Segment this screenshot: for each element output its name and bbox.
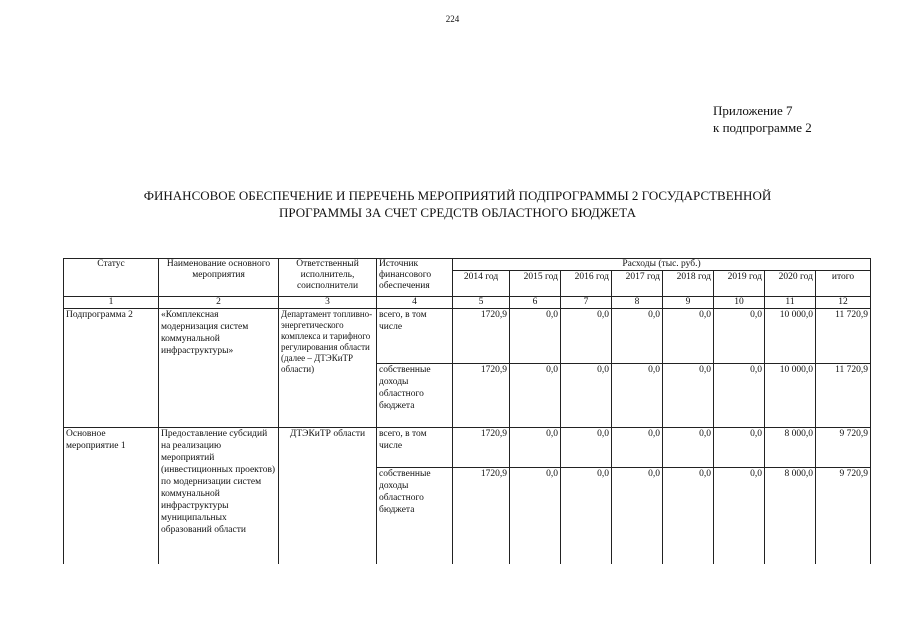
row-status: Подпрограмма 2: [64, 309, 159, 428]
row-status: Основное мероприятие 1: [64, 428, 159, 565]
value-cell: 0,0: [663, 468, 714, 565]
value-cell: 0,0: [510, 468, 561, 565]
value-cell: 10 000,0: [765, 309, 816, 364]
header-year: 2019 год: [714, 271, 765, 297]
header-executor: Ответственный исполнитель, соисполнители: [279, 259, 377, 297]
column-number: 2: [159, 297, 279, 309]
column-number: 5: [453, 297, 510, 309]
value-cell: 9 720,9: [816, 428, 871, 468]
value-cell: 0,0: [663, 364, 714, 428]
value-cell: 1720,9: [453, 309, 510, 364]
header-name: Наименование основного мероприятия: [159, 259, 279, 297]
row-name: «Комплексная модернизация систем коммунальной инфраструктуры»: [159, 309, 279, 428]
header-status: Статус: [64, 259, 159, 297]
value-cell: 1720,9: [453, 364, 510, 428]
column-number: 4: [377, 297, 453, 309]
row-source: собственные доходы областного бюджета: [377, 364, 453, 428]
value-cell: 0,0: [714, 309, 765, 364]
header-year: 2018 год: [663, 271, 714, 297]
table-row: [64, 309, 871, 364]
column-number-row: [64, 297, 871, 309]
value-cell: 9 720,9: [816, 468, 871, 565]
value-cell: 0,0: [561, 468, 612, 565]
value-cell: 10 000,0: [765, 364, 816, 428]
row-name: Предоставление субсидий на реализацию мероприятий (инвестиционных проектов) по модернизации систем коммунальной инфраструктуры муниципальных образований области: [159, 428, 279, 565]
column-number: 1: [64, 297, 159, 309]
value-cell: 0,0: [561, 364, 612, 428]
value-cell: 0,0: [663, 309, 714, 364]
document-title: [60, 187, 855, 221]
header-year: 2017 год: [612, 271, 663, 297]
row-executor: Департамент топливно-энергетического комплекса и тарифного регулирования области (далее – ДТЭКиТР области): [279, 309, 377, 428]
column-number: 9: [663, 297, 714, 309]
column-number: 12: [816, 297, 871, 309]
header-year: 2020 год: [765, 271, 816, 297]
value-cell: 0,0: [510, 364, 561, 428]
value-cell: 11 720,9: [816, 364, 871, 428]
appendix-line-1: Приложение 7: [713, 103, 793, 118]
header-total: итого: [816, 271, 871, 297]
column-number: 10: [714, 297, 765, 309]
value-cell: 8 000,0: [765, 428, 816, 468]
value-cell: 0,0: [612, 428, 663, 468]
value-cell: 0,0: [714, 468, 765, 565]
appendix-line-2: к подпрограмме 2: [713, 120, 812, 135]
value-cell: 8 000,0: [765, 468, 816, 565]
header-source: Источник финансового обеспечения: [377, 259, 453, 297]
financing-table: [63, 258, 871, 564]
value-cell: 0,0: [612, 309, 663, 364]
value-cell: 0,0: [663, 428, 714, 468]
value-cell: 0,0: [510, 309, 561, 364]
value-cell: 1720,9: [453, 468, 510, 565]
header-year: 2016 год: [561, 271, 612, 297]
value-cell: 0,0: [612, 468, 663, 565]
title-line-1: ФИНАНСОВОЕ ОБЕСПЕЧЕНИЕ И ПЕРЕЧЕНЬ МЕРОПРИЯТИЙ ПОДПРОГРАММЫ 2 ГОСУДАРСТВЕННОЙ: [143, 188, 772, 203]
value-cell: 0,0: [612, 364, 663, 428]
header-row-1: [64, 259, 871, 271]
column-number: 7: [561, 297, 612, 309]
value-cell: 0,0: [510, 428, 561, 468]
title-line-2: ПРОГРАММЫ ЗА СЧЕТ СРЕДСТВ ОБЛАСТНОГО БЮДЖЕТА: [279, 205, 636, 220]
page-number: 224: [445, 14, 460, 24]
value-cell: 1720,9: [453, 428, 510, 468]
appendix-note: [713, 102, 812, 136]
value-cell: 0,0: [714, 364, 765, 428]
header-year: 2014 год: [453, 271, 510, 297]
column-number: 6: [510, 297, 561, 309]
value-cell: 0,0: [714, 428, 765, 468]
column-number: 8: [612, 297, 663, 309]
column-number: 3: [279, 297, 377, 309]
row-source: собственные доходы областного бюджета: [377, 468, 453, 565]
row-source: всего, в том числе: [377, 428, 453, 468]
column-number: 11: [765, 297, 816, 309]
row-executor: ДТЭКиТР области: [279, 428, 377, 565]
value-cell: 0,0: [561, 428, 612, 468]
table-row: [64, 428, 871, 468]
header-year: 2015 год: [510, 271, 561, 297]
header-expenses: Расходы (тыс. руб.): [453, 259, 871, 271]
value-cell: 11 720,9: [816, 309, 871, 364]
row-source: всего, в том числе: [377, 309, 453, 364]
value-cell: 0,0: [561, 309, 612, 364]
